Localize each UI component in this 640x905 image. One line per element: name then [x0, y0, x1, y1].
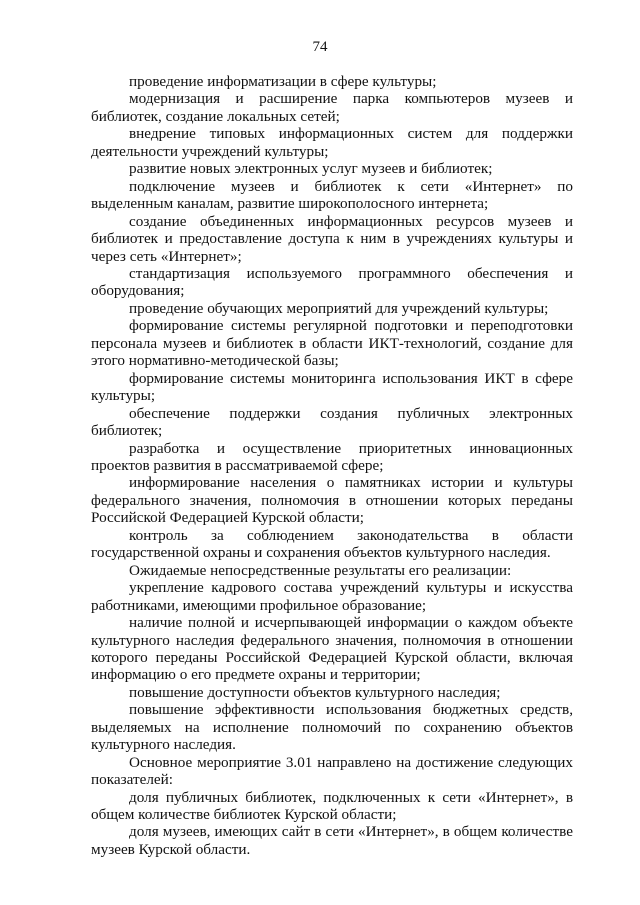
paragraph: стандартизация используемого программного обеспечения и оборудования;: [91, 264, 573, 300]
paragraph: Основное мероприятие 3.01 направлено на достижение следующих показателей:: [91, 753, 573, 789]
paragraph: контроль за соблюдением законодательства в области государственной охраны и сохранения объектов культурного наследия.: [91, 526, 573, 562]
paragraph: формирование системы регулярной подготовки и переподготовки персонала музеев и библиотек в области ИКТ-технологий, создание для этого нормативно-методической базы;: [91, 317, 573, 370]
paragraph: Ожидаемые непосредственные результаты его реализации:: [129, 561, 512, 579]
paragraph: формирование системы мониторинга использования ИКТ в сфере культуры;: [91, 369, 573, 405]
paragraph: создание объединенных информационных ресурсов музеев и библиотек и предоставление доступа к ним в учреждениях культуры и через сеть «Интернет»;: [91, 212, 573, 265]
paragraph: повышение эффективности использования бюджетных средств, выделяемых на исполнение полномочий по сохранению объектов культурного наследия.: [91, 701, 573, 754]
paragraph: проведение обучающих мероприятий для учреждений культуры;: [129, 299, 549, 317]
paragraph: укрепление кадрового состава учреждений культуры и искусства работниками, имеющими профильное образование;: [91, 579, 573, 614]
paragraph: подключение музеев и библиотек к сети «Интернет» по выделенным каналам, развитие широкополосного интернета;: [91, 177, 573, 213]
page-number: 74: [312, 39, 328, 55]
paragraph: проведение информатизации в сфере культуры;: [129, 73, 437, 90]
paragraph: развитие новых электронных услуг музеев и библиотек;: [129, 160, 493, 178]
paragraph: модернизация и расширение парка компьютеров музеев и библиотек, создание локальных сетей;: [91, 90, 573, 125]
document-body: [91, 73, 573, 858]
paragraph: доля публичных библиотек, подключенных к сети «Интернет», в общем количестве библиотек Курской области;: [91, 788, 573, 824]
paragraph: наличие полной и исчерпывающей информации о каждом объекте культурного наследия федерального значения, полномочия в отношении которого переданы Российской Федерацией Курской области, включая информацию о его предмете охраны и территории;: [91, 614, 573, 684]
paragraph: внедрение типовых информационных систем для поддержки деятельности учреждений культуры;: [91, 125, 573, 160]
paragraph: повышение доступности объектов культурного наследия;: [129, 683, 501, 701]
paragraph: информирование населения о памятниках истории и культуры федерального значения, полномочия в отношении которых переданы Российской Федерацией Курской области;: [91, 474, 573, 527]
paragraph: разработка и осуществление приоритетных инновационных проектов развития в рассматриваемой сфере;: [91, 439, 573, 474]
paragraph: обеспечение поддержки создания публичных электронных библиотек;: [91, 404, 573, 440]
paragraph: доля музеев, имеющих сайт в сети «Интернет», в общем количестве музеев Курской области.: [91, 823, 573, 858]
